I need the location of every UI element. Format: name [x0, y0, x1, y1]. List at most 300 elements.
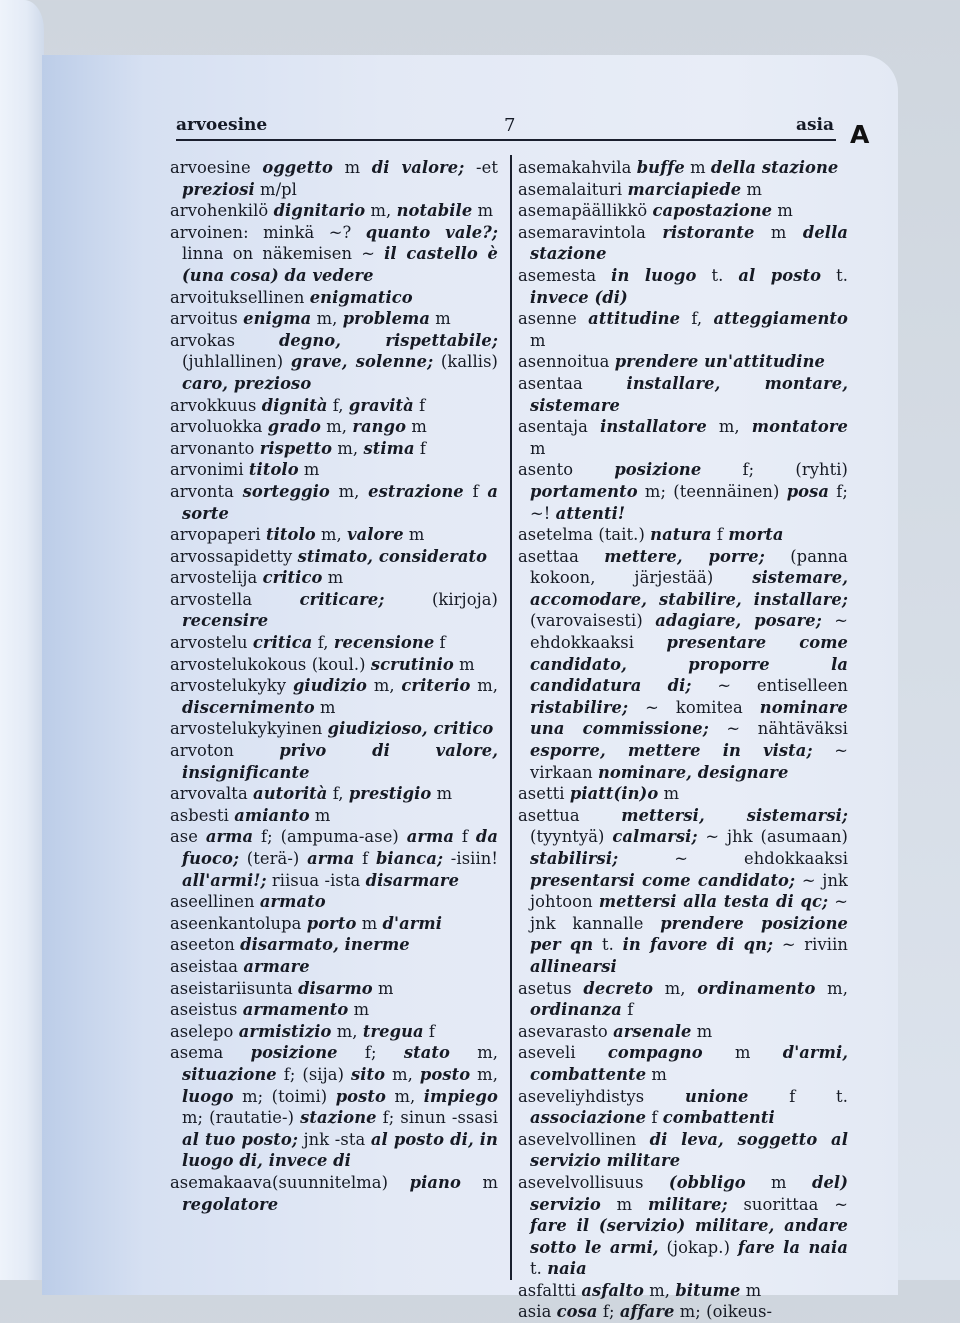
definition-text: f	[354, 849, 376, 868]
definition-text: m	[530, 438, 546, 458]
definition-text: ~ jnk johtoon	[530, 870, 848, 912]
headword: asemakahvila	[518, 158, 632, 177]
definition-text: m,	[386, 1086, 424, 1106]
headword: arvostelukyky	[170, 676, 287, 696]
translation: caro, prezioso	[182, 373, 312, 393]
translation: stato	[403, 1043, 450, 1063]
definition-text: t.	[593, 935, 623, 955]
dictionary-entry	[170, 287, 498, 309]
dictionary-entry	[518, 1042, 848, 1085]
definition-text: m,	[643, 1280, 676, 1300]
dictionary-entry	[170, 826, 498, 891]
translation: enigma	[243, 309, 312, 329]
translation: porto	[306, 913, 357, 933]
translation: piano	[409, 1172, 461, 1192]
translation: estrazione	[368, 481, 464, 501]
dictionary-entry	[170, 1021, 498, 1043]
translation: prendere posizione per qn	[530, 913, 848, 955]
definition-text: ~ virkaan	[530, 741, 848, 782]
definition-text: (tyyntyä)	[530, 827, 613, 847]
dictionary-entry	[170, 589, 498, 632]
dictionary-entry	[170, 546, 498, 568]
translation: portamento	[530, 481, 638, 501]
definition-text: f;	[597, 1302, 620, 1322]
translation: bianca;	[375, 849, 444, 868]
dictionary-entry	[170, 654, 498, 676]
dictionary-entry	[170, 567, 498, 589]
translation: di valore;	[371, 158, 465, 177]
guide-word-right: asia	[795, 115, 834, 135]
translation: allinearsi	[530, 956, 617, 976]
translation: invece (di)	[530, 287, 628, 307]
definition-text: m,	[449, 1043, 499, 1063]
translation: calmarsi;	[612, 827, 698, 847]
translation: giudizio	[292, 676, 368, 696]
translation: gravità	[348, 395, 414, 415]
translation: militare;	[647, 1194, 728, 1214]
definition-text: f	[423, 1021, 436, 1041]
translation: grado	[267, 417, 321, 437]
definition-text: m	[646, 1064, 667, 1084]
definition-text: m,	[332, 438, 364, 458]
definition-text: m	[322, 568, 344, 588]
translation: sito	[351, 1064, 386, 1084]
translation: arma	[205, 827, 254, 847]
definition-text: m,	[331, 1021, 363, 1041]
headword: asevelvollinen	[518, 1129, 637, 1149]
translation: ristorante	[662, 222, 755, 242]
dictionary-entry	[518, 783, 848, 805]
translation: autorità	[253, 784, 328, 804]
definition-text: m	[600, 1194, 648, 1214]
definition-text: m	[356, 913, 383, 933]
headword: arvoituksellinen	[170, 287, 305, 307]
definition-text: f,	[312, 633, 334, 653]
definition-text: f	[434, 633, 446, 653]
translation: all'armi!;	[182, 870, 267, 890]
translation: mettersi, sistemarsi;	[621, 805, 848, 825]
definition-text: m,	[365, 201, 397, 221]
left-page-edge	[0, 0, 44, 1280]
dictionary-entry	[518, 1021, 848, 1043]
definition-text: t.	[696, 265, 739, 285]
definition-text: m	[348, 1000, 370, 1020]
translation: adagiare, posare;	[655, 611, 822, 631]
headword: asemaravintola	[518, 222, 646, 242]
translation: nominare una commissione;	[530, 697, 848, 739]
translation: stabilirsi;	[530, 849, 619, 868]
dictionary-entry	[518, 524, 848, 546]
translation: scrutinio	[370, 654, 454, 674]
headword: arvoton	[170, 741, 235, 761]
definition-text: m; (oikeus-	[674, 1302, 773, 1322]
translation: recensire	[182, 611, 269, 631]
translation: il castello è (una cosa) da vedere	[182, 244, 498, 285]
dictionary-entry	[170, 1172, 498, 1215]
headword: asia	[518, 1302, 552, 1322]
headword: aselepo	[170, 1021, 234, 1041]
translation: (obbligo	[668, 1172, 746, 1192]
translation: mettere, porre;	[604, 546, 765, 566]
translation: armato	[259, 892, 326, 912]
definition-text: minkä ~?	[263, 222, 366, 242]
dictionary-entry	[170, 675, 498, 718]
definition-text: m	[309, 805, 331, 825]
translation: stima	[363, 438, 415, 458]
translation: fare il (servizio) militare, andare sotto le armi,	[530, 1216, 848, 1257]
dictionary-entry	[518, 222, 848, 265]
left-column	[170, 157, 498, 1215]
translation: stimato, considerato	[297, 546, 488, 566]
dictionary-entry	[170, 395, 498, 417]
definition-text: m	[772, 201, 793, 221]
definition-text: f	[413, 395, 426, 415]
headword: asevarasto	[518, 1021, 608, 1041]
headword: arvokas	[170, 330, 236, 350]
translation: arma	[406, 827, 455, 847]
translation: della stazione	[530, 222, 849, 264]
dictionary-entry	[518, 416, 848, 459]
dictionary-entry	[170, 978, 498, 1000]
headword: aseellinen	[170, 892, 255, 912]
translation: ordinanza	[530, 1000, 622, 1020]
translation: critico	[262, 568, 323, 588]
definition-text: suorittaa ~	[727, 1194, 848, 1214]
definition-text: m,	[470, 1064, 498, 1084]
headword: asento	[518, 460, 574, 480]
definition-text: f	[711, 525, 729, 545]
translation: armare	[243, 956, 310, 976]
headword: asentaja	[518, 417, 588, 437]
definition-text: m	[530, 330, 546, 350]
translation: posto	[419, 1064, 471, 1084]
translation: unione	[684, 1086, 749, 1106]
definition-text: (juhlallinen)	[182, 352, 291, 372]
definition-text: ~ ehdokkaaksi	[530, 611, 848, 653]
translation: preziosi	[182, 179, 255, 199]
dictionary-entry	[518, 1129, 848, 1172]
dictionary-entry	[170, 157, 498, 200]
definition-text: (koul.)	[311, 654, 371, 674]
dictionary-entry	[170, 891, 498, 913]
dictionary-entry	[518, 978, 848, 1021]
headword: asennoitua	[518, 352, 610, 372]
translation: esporre, mettere in vista;	[530, 741, 813, 761]
headword: arvopaperi	[170, 525, 261, 545]
translation: rispetto	[259, 438, 333, 458]
translation: marciapiede	[627, 179, 742, 199]
definition-text: m	[691, 1021, 713, 1041]
dictionary-entry	[518, 1280, 848, 1302]
dictionary-entry	[518, 265, 848, 308]
definition-text: m	[741, 179, 763, 199]
headword: arvohenkilö	[170, 201, 269, 221]
translation: critica	[252, 633, 313, 653]
column-divider	[510, 155, 512, 1280]
translation: dignitario	[273, 201, 366, 221]
translation: posto	[335, 1086, 386, 1106]
definition-text: m/pl	[254, 179, 297, 199]
definition-text: m,	[815, 978, 848, 998]
definition-text: m,	[315, 525, 348, 545]
translation: recensione	[333, 633, 435, 653]
dictionary-entry	[518, 459, 848, 524]
translation: posizione	[614, 460, 702, 480]
translation: d'armi	[382, 913, 443, 933]
dictionary-entry	[518, 179, 848, 201]
dictionary-entry	[170, 222, 498, 287]
dictionary-entry	[518, 200, 848, 222]
headword: asemakaava(suunnitelma)	[170, 1172, 389, 1192]
dictionary-entry	[170, 438, 498, 460]
translation: attenti!	[555, 503, 626, 523]
dictionary-entry	[518, 373, 848, 416]
definition-text: m	[460, 1172, 498, 1192]
translation: bitume	[675, 1280, 741, 1300]
headword: arvovalta	[170, 784, 248, 804]
definition-text: m,	[653, 978, 698, 998]
translation: presentarsi come candidato;	[530, 870, 796, 890]
definition-text: m	[430, 309, 451, 329]
headword: asetus	[518, 978, 572, 998]
translation: valore	[347, 525, 404, 545]
definition-text: ~ entiselleen	[691, 676, 848, 696]
translation: piatt(in)o	[569, 784, 659, 804]
dictionary-entry	[518, 1301, 848, 1323]
headword: arvoesine	[170, 158, 251, 177]
definition-text: m	[332, 158, 372, 177]
dictionary-entry	[170, 459, 498, 481]
translation: notabile	[396, 201, 473, 221]
translation: disarmato, inerme	[240, 935, 410, 955]
definition-text: (kallis)	[433, 352, 498, 372]
definition-text: f,	[327, 784, 349, 804]
translation: ristabilire;	[530, 697, 629, 717]
dictionary-entry	[170, 308, 498, 330]
right-column	[518, 157, 848, 1323]
headword: arvokkuus	[170, 395, 257, 415]
dictionary-entry	[170, 416, 498, 438]
headword: asenne	[518, 309, 577, 329]
translation: posa	[786, 481, 830, 501]
thumb-index-letter: A	[850, 120, 870, 149]
translation: situazione	[182, 1064, 277, 1084]
translation: della stazione	[710, 158, 839, 177]
definition-text: (varovaisesti)	[530, 611, 656, 631]
definition-text: m	[372, 978, 394, 998]
headword: aseveliyhdistys	[518, 1086, 645, 1106]
definition-text: m,	[320, 417, 353, 437]
definition-text: m	[431, 784, 453, 804]
definition-text: f; ~!	[530, 481, 848, 523]
headword: aseenkantolupa	[170, 913, 302, 933]
headword: arvoluokka	[170, 417, 263, 437]
headword: arvonanto	[170, 438, 255, 458]
definition-text: f	[463, 481, 488, 501]
definition-text: (jokap.)	[658, 1237, 738, 1257]
headword: aseistus	[170, 1000, 238, 1020]
definition-text: ~ jnk kannalle	[530, 892, 848, 933]
headword: asetelma	[518, 525, 594, 545]
headword: ase	[170, 827, 198, 847]
translation: tregua	[362, 1021, 424, 1041]
translation: attitudine	[588, 309, 681, 329]
translation: natura	[650, 525, 712, 545]
definition-text: m	[658, 784, 680, 804]
definition-text: f	[646, 1108, 663, 1128]
headword: asbesti	[170, 805, 229, 825]
translation: presentare come candidato, proporre la candidatura di;	[530, 633, 849, 696]
definition-text: (terä-)	[239, 849, 308, 868]
translation: criterio	[401, 676, 471, 696]
definition-text: -et	[464, 158, 498, 177]
translation: ordinamento	[697, 978, 816, 998]
definition-text: m	[314, 697, 336, 717]
definition-text: t.	[821, 265, 848, 285]
translation: prestigio	[348, 784, 432, 804]
translation: installatore	[600, 417, 707, 437]
definition-text: m,	[367, 676, 402, 696]
definition-text: f; (ryhti)	[701, 460, 848, 480]
headword: arvostelija	[170, 568, 258, 588]
headword: asemalaituri	[518, 179, 623, 199]
translation: grave, solenne;	[290, 352, 434, 372]
dictionary-entry	[170, 805, 498, 827]
translation: fare la naia	[737, 1237, 848, 1257]
definition-text: m,	[706, 417, 752, 437]
translation: arma	[307, 849, 355, 868]
translation: atteggiamento	[713, 309, 848, 329]
translation: di leva, soggetto al servizio militare	[530, 1129, 848, 1171]
definition-text: m,	[385, 1064, 420, 1084]
translation: da fuoco;	[182, 827, 499, 868]
definition-text: jnk -sta	[297, 1129, 371, 1149]
translation: in favore di qn;	[622, 935, 774, 955]
definition-text: t.	[530, 1259, 548, 1279]
definition-text: f; sinun -ssasi	[376, 1108, 499, 1128]
dictionary-entry	[170, 481, 498, 524]
translation: nominare, designare	[597, 762, 789, 782]
translation: titolo	[265, 525, 316, 545]
definition-text: m	[684, 158, 711, 177]
headword: arvostelu	[170, 633, 248, 653]
translation: sistemare, accomodare, stabilire, installare;	[530, 568, 848, 609]
translation: mettersi alla testa di qc;	[598, 892, 829, 912]
definition-text: f,	[327, 395, 349, 415]
translation: al posto	[738, 265, 822, 285]
translation: d'armi, combattente	[530, 1043, 848, 1084]
translation: sorteggio	[242, 481, 330, 501]
definition-text: f; (ampuma-ase)	[253, 827, 407, 847]
translation: montatore	[751, 417, 848, 437]
translation: combattenti	[662, 1108, 775, 1128]
headword: arvostelukykyinen	[170, 719, 323, 739]
translation: oggetto	[262, 158, 333, 177]
definition-text: m	[453, 654, 475, 674]
translation: amianto	[234, 805, 310, 825]
page-number: 7	[504, 115, 516, 136]
definition-text: m,	[470, 676, 499, 696]
translation: decreto	[583, 978, 654, 998]
translation: installare, montare, sistemare	[530, 373, 848, 415]
dictionary-entry	[170, 913, 498, 935]
definition-text: f,	[680, 309, 714, 329]
definition-text: m	[754, 222, 803, 242]
dictionary-entry	[170, 956, 498, 978]
headword: arvossapidetty	[170, 546, 293, 566]
translation: affare	[619, 1302, 675, 1322]
definition-text: f;	[337, 1043, 404, 1063]
dictionary-entry	[518, 805, 848, 978]
headword: asemesta	[518, 265, 597, 285]
translation: compagno	[607, 1043, 703, 1063]
headword: aseveli	[518, 1043, 576, 1063]
translation: al tuo posto;	[182, 1129, 298, 1149]
headword: arvonimi	[170, 460, 244, 480]
dictionary-entry	[170, 718, 498, 740]
definition-text: (tait.)	[598, 525, 651, 545]
definition-text: ~ jhk (asumaan)	[697, 827, 848, 847]
dictionary-entry	[170, 330, 498, 395]
dictionary-entry	[518, 308, 848, 351]
definition-text: m	[740, 1280, 762, 1300]
dictionary-entry	[170, 1042, 498, 1172]
translation: rango	[352, 417, 407, 437]
definition-text: ~ ehdokkaaksi	[618, 849, 848, 868]
translation: armamento	[242, 1000, 349, 1020]
definition-text: m; (toimi)	[233, 1086, 336, 1106]
running-header	[176, 113, 836, 141]
definition-text: m; (rautatie-)	[182, 1108, 301, 1128]
dictionary-entry	[518, 1086, 848, 1129]
translation: cosa	[556, 1302, 598, 1322]
dictionary-entry	[518, 1172, 848, 1280]
translation: naia	[547, 1259, 587, 1279]
translation: stazione	[300, 1108, 377, 1128]
dictionary-entry	[518, 157, 848, 179]
definition-text: m	[406, 417, 427, 437]
definition-text: m	[472, 201, 494, 221]
translation: criticare;	[299, 589, 385, 609]
translation: buffe	[636, 158, 685, 177]
headword: aseistariisunta	[170, 978, 293, 998]
definition-text: m,	[311, 309, 343, 329]
translation: impiego	[423, 1086, 498, 1106]
translation: del) servizio	[530, 1172, 848, 1214]
dictionary-entry	[170, 934, 498, 956]
definition-text: f	[621, 1000, 634, 1020]
definition-text: ~ komitea	[628, 697, 760, 717]
definition-text: riisua -ista	[266, 870, 366, 890]
headword: asettaa	[518, 546, 579, 566]
translation: luogo	[182, 1086, 234, 1106]
definition-text: f	[414, 438, 427, 458]
dictionary-entry	[518, 351, 848, 373]
definition-text: m; (teennäinen)	[637, 481, 787, 501]
translation: associazione	[530, 1108, 647, 1128]
translation: regolatore	[182, 1194, 279, 1214]
translation: dignità	[261, 395, 328, 415]
headword: asema	[170, 1043, 224, 1063]
dictionary-entry	[170, 632, 498, 654]
definition-text: (kirjoja)	[384, 589, 499, 609]
translation: posizione	[250, 1043, 338, 1063]
definition-text: (panna kokoon, järjestää)	[530, 546, 848, 588]
headword: aseistaa	[170, 956, 239, 976]
dictionary-entry	[170, 200, 498, 222]
translation: giudizioso, critico	[327, 719, 494, 739]
definition-text: m	[745, 1172, 812, 1192]
